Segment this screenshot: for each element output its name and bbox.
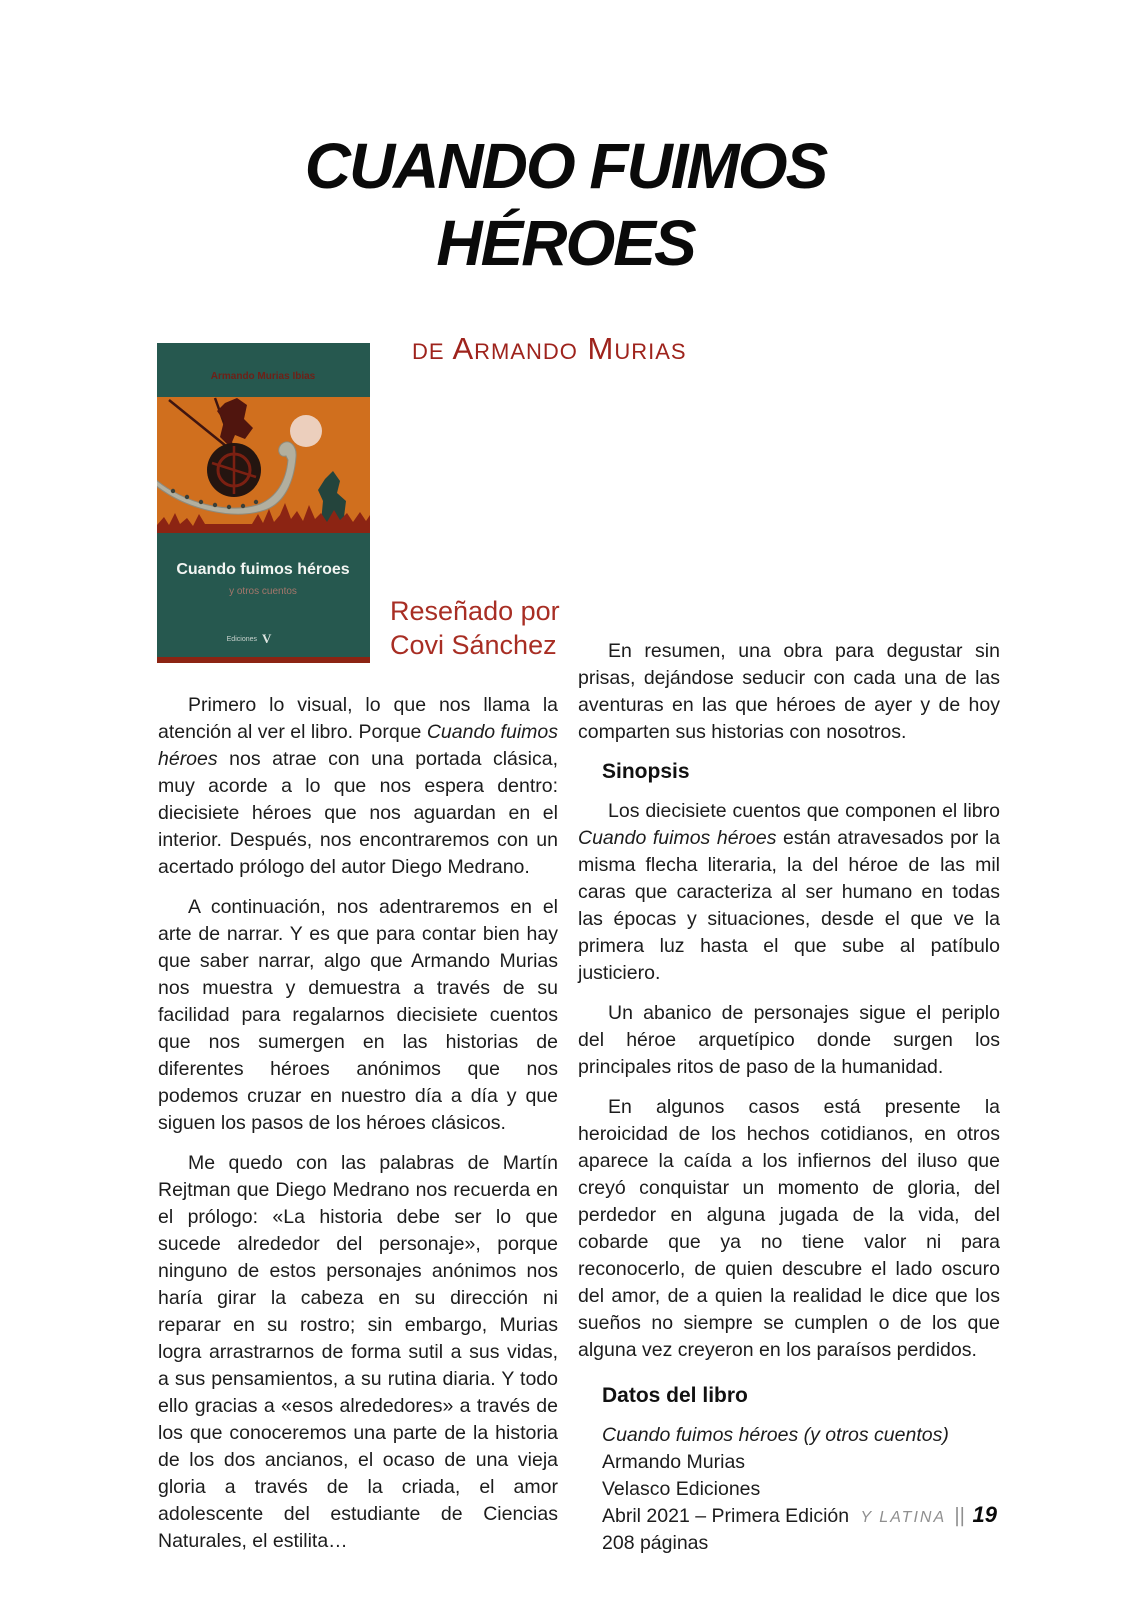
author-byline: de Armando Murias — [412, 331, 687, 366]
left-column — [158, 692, 558, 1568]
publisher-logo-text: Ediciones — [226, 636, 257, 643]
sinopsis-paragraphs — [578, 798, 1000, 1364]
paragraph: Cuando fuimos héroes (y otros cuentos) — [602, 1424, 949, 1446]
reviewer-name: Covi Sánchez — [390, 630, 557, 660]
paragraph: En algunos casos está presente la heroicidad de los hechos cotidianos, en otros aparece la caída a los infiernos del iluso que creyó conquistar un momento de gloria, del perdedor en alguna jugada de la vida, del cobarde que ya no tiene valor ni para reconocerlo, de quien descubre el lado oscuro del amor, de a quien la realidad le dice que los sueños no siempre se cumplen o de los que alguna vez creyeron en los paraísos perdidos. — [578, 1096, 1000, 1361]
paragraph: Primero lo visual, lo que nos llama la atención al ver el libro. Porque Cuando fuimos héroes nos atrae con una portada clásica, muy acorde a lo que nos espera dentro: diecisiete héroes que nos aguardan en el interior. Después, nos encontraremos con un acertado prólogo del autor Diego Medrano. — [158, 694, 558, 878]
paragraph: A continuación, nos adentraremos en el arte de narrar. Y es que para contar bien hay que saber narrar, algo que Armando Murias nos muestra y demuestra a través de su facilidad para regalarnos diecisiete cuentos que nos sumergen en las historias de diferentes héroes anónimos que nos podemos cruzar en nuestro día a día y que siguen los pasos de los héroes clásicos. — [158, 896, 558, 1134]
book-data-list — [578, 1422, 1000, 1557]
sinopsis-heading: Sinopsis — [602, 760, 690, 783]
intro-paragraphs — [578, 638, 1000, 746]
page-number: 19 — [972, 1502, 997, 1527]
right-column — [578, 638, 1000, 1557]
reviewer-credit — [390, 594, 560, 662]
magazine-name: Y LATINA — [860, 1509, 947, 1526]
paragraph: Abril 2021 – Primera Edición — [602, 1505, 850, 1527]
cover-subtitle-text: y otros cuentos — [229, 586, 297, 597]
article-title-line1: CUANDO FUIMOS — [304, 130, 827, 202]
cover-bottom-strip — [157, 657, 370, 663]
paragraph: Me quedo con las palabras de Martín Rejtman que Diego Medrano nos recuerda en el prólogo: «La historia debe ser lo que sucede alrededor del personaje», porque ninguno de estos personajes anónimos nos haría girar la cabeza en su dirección ni reparar en su rostro; sin embargo, Murias logra arrastrarnos de forma sutil a sus vidas, a sus pensamientos, a su rutina diaria. Y todo ello gracias a «esos alrededores» a través de los que conoceremos una parte de la historia de los dos ancianos, el ocaso de una vieja gloria a través de la criada, el amor adolescente del estudiante de Ciencias Naturales, el estilita… — [158, 1152, 558, 1552]
sun-icon — [290, 415, 322, 447]
footer-separator: || — [954, 1505, 965, 1527]
reviewer-label: Reseñado por — [390, 596, 560, 626]
book-cover-illustration — [157, 343, 370, 663]
page-footer — [860, 1502, 997, 1528]
article-title — [0, 128, 1131, 282]
datos-heading: Datos del libro — [602, 1384, 748, 1407]
book-cover — [157, 343, 370, 663]
paragraph: Velasco Ediciones — [602, 1478, 761, 1500]
article-title-line2: HÉROES — [436, 207, 695, 279]
paragraph: En resumen, una obra para degustar sin prisas, dejándose seducir con cada una de las aventuras en las que héroes de ayer y de hoy comparten sus historias con nosotros. — [578, 640, 1000, 743]
paragraph: Los diecisiete cuentos que componen el libro Cuando fuimos héroes están atravesados por la misma flecha literaria, la del héroe de las mil caras que caracteriza al ser humano en todas las épocas y situaciones, desde el que ve la primera luz hasta el que sube al patíbulo justiciero. — [578, 800, 1001, 984]
cover-author-text: Armando Murias Ibias — [210, 371, 316, 382]
cover-title-text: Cuando fuimos héroes — [176, 561, 350, 578]
paragraph: Un abanico de personajes sigue el periplo del héroe arquetípico donde surgen los principales ritos de paso de la humanidad. — [578, 1002, 1000, 1078]
paragraph: 208 páginas — [602, 1532, 709, 1554]
publisher-logo-mark: V — [262, 631, 272, 646]
paragraph: Armando Murias — [602, 1451, 746, 1473]
